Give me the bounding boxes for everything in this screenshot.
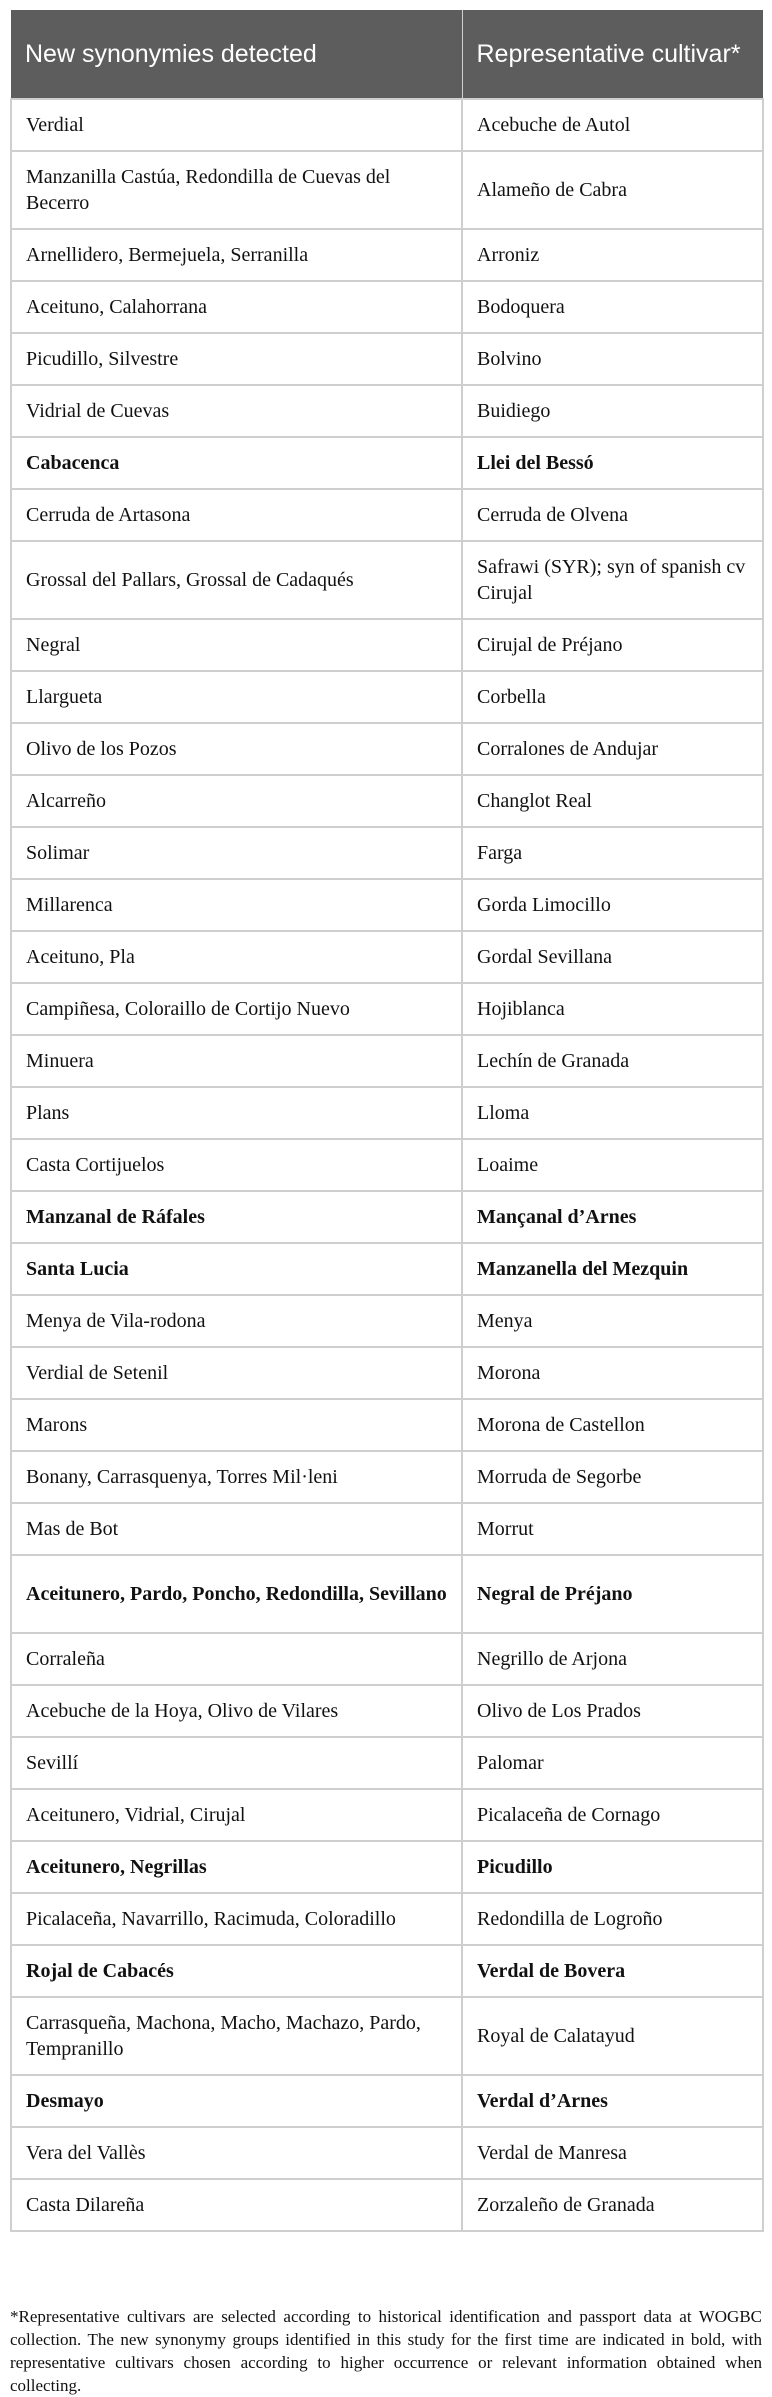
table-row — [11, 827, 763, 879]
table-row — [11, 2179, 763, 2231]
synonymies-cell: Rojal de Cabacés — [11, 1945, 462, 1997]
header-new-synonymies: New synonymies detected — [11, 10, 462, 99]
table-row — [11, 1191, 763, 1243]
table-header-row — [11, 10, 763, 99]
synonymies-cell: Carrasqueña, Machona, Macho, Machazo, Pardo, Tempranillo — [11, 1997, 462, 2075]
table-row — [11, 1555, 763, 1633]
synonymies-cell: Menya de Vila-rodona — [11, 1295, 462, 1347]
table-row — [11, 1945, 763, 1997]
synonymies-cell: Manzanal de Ráfales — [11, 1191, 462, 1243]
synonymies-cell: Llargueta — [11, 671, 462, 723]
table-row — [11, 775, 763, 827]
synonymies-cell: Solimar — [11, 827, 462, 879]
synonymies-cell: Marons — [11, 1399, 462, 1451]
cultivar-cell: Royal de Calatayud — [462, 1997, 763, 2075]
cultivar-cell: Morona — [462, 1347, 763, 1399]
synonymies-cell: Picudillo, Silvestre — [11, 333, 462, 385]
table-row — [11, 1789, 763, 1841]
synonymies-cell: Manzanilla Castúa, Redondilla de Cuevas del Becerro — [11, 151, 462, 229]
table-row — [11, 1139, 763, 1191]
table-row — [11, 1035, 763, 1087]
cultivar-cell: Buidiego — [462, 385, 763, 437]
cultivar-cell: Picalaceña de Cornago — [462, 1789, 763, 1841]
cultivar-cell: Redondilla de Logroño — [462, 1893, 763, 1945]
cultivar-cell: Acebuche de Autol — [462, 99, 763, 151]
cultivar-cell: Negrillo de Arjona — [462, 1633, 763, 1685]
synonymies-cell: Aceitunero, Pardo, Poncho, Redondilla, Sevillano — [11, 1555, 462, 1633]
table-row — [11, 541, 763, 619]
synonymies-cell: Aceitunero, Vidrial, Cirujal — [11, 1789, 462, 1841]
synonymies-cell: Desmayo — [11, 2075, 462, 2127]
cultivar-cell: Picudillo — [462, 1841, 763, 1893]
cultivar-cell: Lechín de Granada — [462, 1035, 763, 1087]
cultivar-cell: Palomar — [462, 1737, 763, 1789]
synonymy-table-container — [10, 10, 762, 2232]
synonymies-cell: Verdial de Setenil — [11, 1347, 462, 1399]
table-footnote: *Representative cultivars are selected according to historical identification and passport data at WOGBC collection. The new synonymy groups identified in this study for the first time are indicated in bold, with representative cultivars chosen according to higher occurrence or relevant information obtained when collecting. — [10, 2307, 762, 2395]
synonymies-cell: Alcarreño — [11, 775, 462, 827]
table-row — [11, 1997, 763, 2075]
synonymies-cell: Aceituno, Calahorrana — [11, 281, 462, 333]
synonymies-cell: Picalaceña, Navarrillo, Racimuda, Coloradillo — [11, 1893, 462, 1945]
table-row — [11, 99, 763, 151]
cultivar-cell: Bodoquera — [462, 281, 763, 333]
cultivar-cell: Morruda de Segorbe — [462, 1451, 763, 1503]
table-row — [11, 2075, 763, 2127]
cultivar-cell: Morona de Castellon — [462, 1399, 763, 1451]
synonymies-cell: Corraleña — [11, 1633, 462, 1685]
synonymy-table — [10, 10, 764, 2232]
cultivar-cell: Menya — [462, 1295, 763, 1347]
header-representative-cultivar: Representative cultivar* — [462, 10, 763, 99]
cultivar-cell: Bolvino — [462, 333, 763, 385]
cultivar-cell: Cirujal de Préjano — [462, 619, 763, 671]
cultivar-cell: Changlot Real — [462, 775, 763, 827]
cultivar-cell: Arroniz — [462, 229, 763, 281]
table-row — [11, 229, 763, 281]
table-row — [11, 1633, 763, 1685]
synonymies-cell: Olivo de los Pozos — [11, 723, 462, 775]
table-row — [11, 619, 763, 671]
cultivar-cell: Negral de Préjano — [462, 1555, 763, 1633]
table-row — [11, 1243, 763, 1295]
table-row — [11, 2127, 763, 2179]
table-row — [11, 1685, 763, 1737]
cultivar-cell: Safrawi (SYR); syn of spanish cv Cirujal — [462, 541, 763, 619]
table-row — [11, 1295, 763, 1347]
synonymies-cell: Casta Cortijuelos — [11, 1139, 462, 1191]
synonymies-cell: Vera del Vallès — [11, 2127, 462, 2179]
cultivar-cell: Corralones de Andujar — [462, 723, 763, 775]
table-row — [11, 1737, 763, 1789]
cultivar-cell: Verdal de Bovera — [462, 1945, 763, 1997]
synonymies-cell: Plans — [11, 1087, 462, 1139]
table-row — [11, 723, 763, 775]
synonymies-cell: Grossal del Pallars, Grossal de Cadaqués — [11, 541, 462, 619]
table-row — [11, 489, 763, 541]
table-row — [11, 437, 763, 489]
synonymies-cell: Millarenca — [11, 879, 462, 931]
table-row — [11, 983, 763, 1035]
cultivar-cell: Zorzaleño de Granada — [462, 2179, 763, 2231]
synonymies-cell: Campiñesa, Coloraillo de Cortijo Nuevo — [11, 983, 462, 1035]
cultivar-cell: Hojiblanca — [462, 983, 763, 1035]
synonymies-cell: Verdial — [11, 99, 462, 151]
table-row — [11, 333, 763, 385]
cultivar-cell: Verdal d’Arnes — [462, 2075, 763, 2127]
synonymies-cell: Mas de Bot — [11, 1503, 462, 1555]
table-row — [11, 931, 763, 983]
table-row — [11, 281, 763, 333]
cultivar-cell: Llei del Bessó — [462, 437, 763, 489]
table-row — [11, 879, 763, 931]
synonymies-cell: Arnellidero, Bermejuela, Serranilla — [11, 229, 462, 281]
cultivar-cell: Corbella — [462, 671, 763, 723]
synonymies-cell: Sevillí — [11, 1737, 462, 1789]
table-row — [11, 1347, 763, 1399]
synonymies-cell: Santa Lucia — [11, 1243, 462, 1295]
cultivar-cell: Lloma — [462, 1087, 763, 1139]
table-row — [11, 1087, 763, 1139]
cultivar-cell: Loaime — [462, 1139, 763, 1191]
synonymies-cell: Aceituno, Pla — [11, 931, 462, 983]
synonymies-cell: Cerruda de Artasona — [11, 489, 462, 541]
synonymies-cell: Casta Dilareña — [11, 2179, 462, 2231]
cultivar-cell: Gordal Sevillana — [462, 931, 763, 983]
cultivar-cell: Olivo de Los Prados — [462, 1685, 763, 1737]
cultivar-cell: Verdal de Manresa — [462, 2127, 763, 2179]
synonymies-cell: Negral — [11, 619, 462, 671]
synonymies-cell: Minuera — [11, 1035, 462, 1087]
synonymies-cell: Aceitunero, Negrillas — [11, 1841, 462, 1893]
cultivar-cell: Gorda Limocillo — [462, 879, 763, 931]
cultivar-cell: Manzanella del Mezquin — [462, 1243, 763, 1295]
table-row — [11, 1503, 763, 1555]
cultivar-cell: Mançanal d’Arnes — [462, 1191, 763, 1243]
synonymies-cell: Acebuche de la Hoya, Olivo de Vilares — [11, 1685, 462, 1737]
cultivar-cell: Alameño de Cabra — [462, 151, 763, 229]
table-row — [11, 1893, 763, 1945]
synonymies-cell: Vidrial de Cuevas — [11, 385, 462, 437]
table-row — [11, 151, 763, 229]
table-row — [11, 385, 763, 437]
cultivar-cell: Cerruda de Olvena — [462, 489, 763, 541]
synonymies-cell: Cabacenca — [11, 437, 462, 489]
cultivar-cell: Morrut — [462, 1503, 763, 1555]
cultivar-cell: Farga — [462, 827, 763, 879]
table-row — [11, 671, 763, 723]
table-row — [11, 1451, 763, 1503]
table-row — [11, 1841, 763, 1893]
synonymies-cell: Bonany, Carrasquenya, Torres Mil·leni — [11, 1451, 462, 1503]
table-row — [11, 1399, 763, 1451]
